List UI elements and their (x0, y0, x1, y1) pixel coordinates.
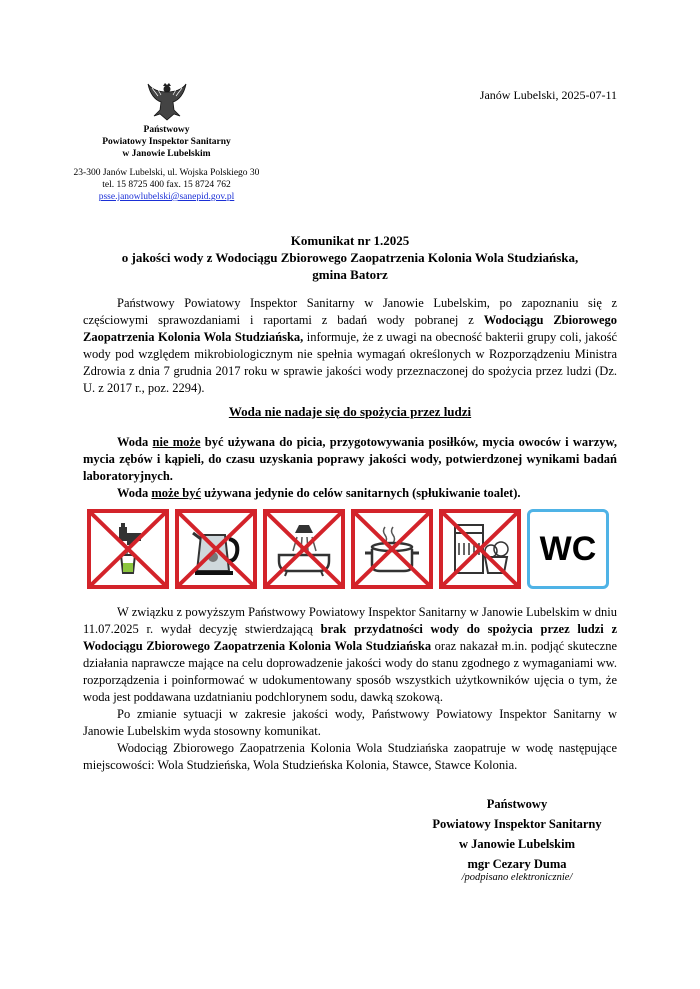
prohibition-icons (87, 509, 614, 589)
notice-title: Komunikat nr 1.2025 o jakości wody z Wodociągu Zbiorowego Zaopatrzenia Kolonia Wola Studziańska, gmina Batorz (121, 233, 579, 282)
decision-section: W związku z powyższym Państwowy Powiatowy Inspektor Sanitarny w Janowie Lubelskim w dniu 11.07.2025 r. wydał decyzję stwierdzającą brak przydatności wody do spożycia przez ludzi z Wodociągu Zbiorowego Zaopatrzenia Kolonia Wola Studziańska oraz nakazał m.in. podjąć skuteczne działania naprawcze mające na celu doprowadzenie jakości wody do stanu zgodnego z wymaganiami ww. rozporządzenia i poinformować w udokumentowany sposób wszystkich użytkowników ujęcia o tym, że woda jest poddawana uzdatnianiu podchlorynem sodu, dawką szokową. Po zmianie sytuacji w zakresie jakości wody, Państwowy Powiatowy Inspektor Sanitarny w Janowie Lubelskim wyda stosowny komunikat. Wodociąg Zbiorowego Zaopatrzenia Kolonia Wola Studziańska zaopatruje w wodę następujące miejscowości: Wola Studzieńska, Wola Studzieńska Kolonia, Stawce, Stawce Kolonia. (83, 605, 618, 772)
document-date: Janów Lubelski, 2025-07-11 (479, 88, 617, 102)
usage-restrictions: Woda nie może być używana do picia, przygotowywania posiłków, mycia owoców i warzyw, mycia zębów i kąpieli, do czasu uzyskania poprawy jakości wody, potwierdzonej wynikami badań laboratoryjnych. Woda może być używana jedynie do celów sanitarnych (spłukiwanie toalet). (83, 435, 617, 500)
supply-area-paragraph: Wodociąg Zbiorowego Zaopatrzenia Kolonia Wola Studziańska zaopatruje w wodę następujące miejscowości: Wola Studzieńska, Wola Studzieńska Kolonia, Stawce, Stawce Kolonia. (83, 741, 617, 772)
office-address: 23-300 Janów Lubelski, ul. Wojska Polskiego 30 (73, 168, 260, 178)
no-dishwashing-icon (439, 509, 521, 589)
no-bathing-icon (263, 509, 345, 589)
followup-paragraph: Po zmianie sytuacji w zakresie jakości wody, Państwowy Powiatowy Inspektor Sanitarny w Janowie Lubelskim wyda stosowny komunikat. (83, 707, 617, 738)
electronic-signature-note: /podpisano elektronicznie/ (461, 872, 573, 883)
office-name: Państwowy Powiatowy Inspektor Sanitarny w Janowie Lubelskim (102, 125, 231, 159)
office-phone: tel. 15 8725 400 fax. 15 8724 762 (102, 180, 231, 190)
office-email-link[interactable]: psse.janowlubelski@sanepid.gov.pl (98, 192, 235, 202)
wc-allowed-icon: WC (527, 509, 609, 589)
office-contact (60, 167, 273, 203)
warning-heading: Woda nie nadaje się do spożycia przez ludzi (228, 404, 472, 419)
signature-block: Państwowy Powiatowy Inspektor Sanitarny w Janowie Lubelskim mgr Cezary Duma (392, 794, 642, 874)
no-cooking-icon (351, 509, 433, 589)
no-kettle-icon (175, 509, 257, 589)
intro-paragraph: Państwowy Powiatowy Inspektor Sanitarny w Janowie Lubelskim, po zapoznaniu się z częściowymi sprawozdaniami i raportami z badań wody pobranej z Wodociągu Zbiorowego Zaopatrzenia Kolonia Wola Studziańska, informuje, że z uwagi na obecność bakterii grupy coli, jakość wody pod względem mikrobiologicznym nie spełnia wymagań określonych w Rozporządzeniu Ministra Zdrowia z dnia 7 grudnia 2017 roku w sprawie jakości wody przeznaczonej do spożycia przez ludzi (Dz. U. z 2017 r., poz. 2294). (83, 296, 617, 395)
signatory-name: mgr Cezary Duma (467, 857, 567, 871)
polish-eagle-emblem-icon (146, 80, 188, 122)
no-drinking-tap-icon (87, 509, 169, 589)
